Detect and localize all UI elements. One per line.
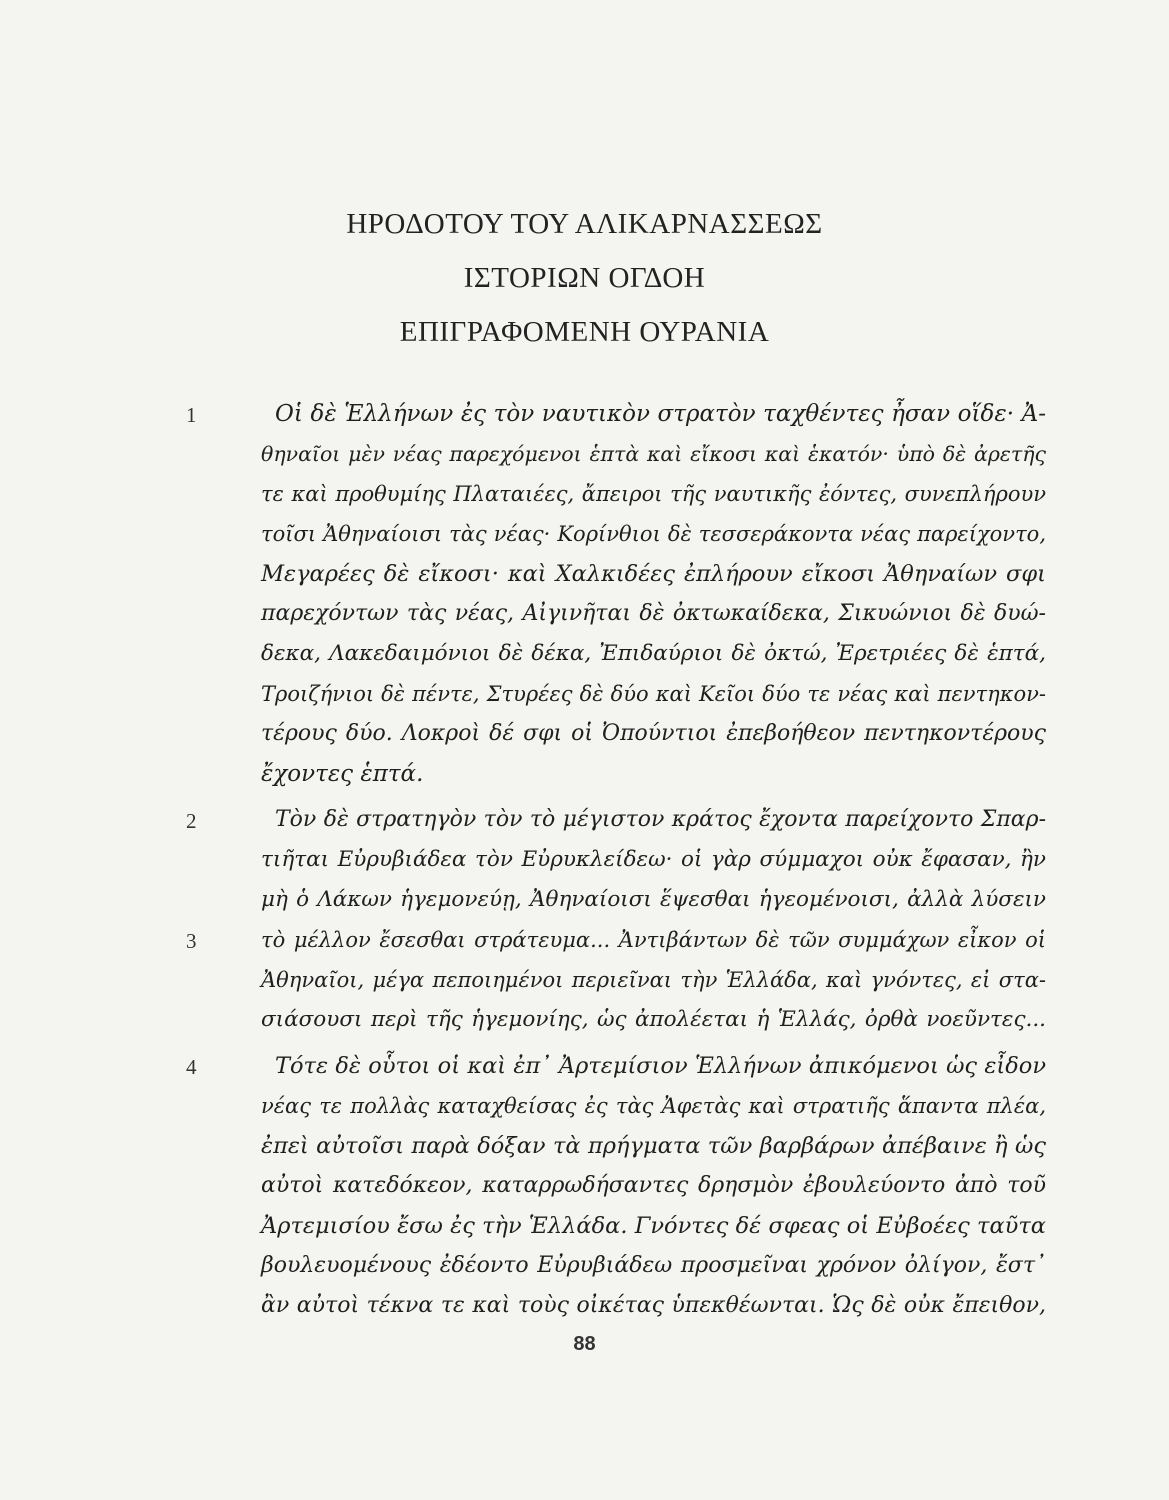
line-text: μὴ ὁ Λάκων ἡγεμονεύῃ, Ἀθηναίοισι ἕψεσθαι ἡγεομένοισι, ἀλλὰ λύσειν	[261, 887, 1046, 912]
text-line	[0, 554, 1169, 594]
section-number: 2	[186, 809, 197, 833]
line-text: τε καὶ προθυμίης Πλαταιέες, ἄπειροι τῆς ναυτικῆς ἐόντες, συνεπλήρουν	[261, 482, 1046, 506]
text-line	[0, 594, 1169, 634]
text-line	[0, 1246, 1169, 1286]
text-line	[0, 394, 1169, 434]
text-line	[0, 1286, 1169, 1326]
text-line	[0, 1126, 1169, 1166]
text-line	[0, 1206, 1169, 1246]
section-number: 1	[186, 403, 197, 427]
section-number: 3	[186, 929, 197, 953]
text-line	[0, 474, 1169, 514]
line-text: τοῖσι Ἀθηναίοισι τὰς νέας· Κορίνθιοι δὲ τεσσεράκοντα νέας παρείχοντο,	[261, 522, 1046, 546]
line-text: Τροιζήνιοι δὲ πέντε, Στυρέες δὲ δύο καὶ Κεῖοι δύο τε νέας καὶ πεντηκον-	[261, 682, 1046, 706]
line-text: σιάσουσι περὶ τῆς ἡγεμονίης, ὡς ἀπολέεται ἡ Ἑλλάς, ὀρθὰ νοεῦντες...	[261, 1007, 1046, 1032]
text-line	[0, 1046, 1169, 1086]
line-text: δεκα, Λακεδαιμόνιοι δὲ δέκα, Ἐπιδαύριοι δὲ ὀκτώ, Ἐρετριέες δὲ ἑπτά,	[261, 641, 1046, 666]
text-line	[0, 800, 1169, 840]
line-text: Ἀθηναῖοι, μέγα πεποιημένοι περιεῖναι τὴν Ἑλλάδα, καὶ γνόντες, εἰ στα-	[261, 968, 1046, 992]
text-line	[0, 920, 1169, 960]
section-number: 4	[186, 1055, 197, 1079]
line-text: Ἀρτεμισίου ἔσω ἐς τὴν Ἑλλάδα. Γνόντες δέ σφεας οἱ Εὐβοέες ταῦτα	[261, 1213, 1046, 1239]
author-heading: ΗΡΟΔΟΤΟΥ ΤΟΥ ΑΛΙΚΑΡΝΑΣΣΕΩΣ	[346, 208, 823, 240]
line-text: Οἱ δὲ Ἑλλήνων ἐς τὸν ναυτικὸν στρατὸν ταχθέντες ἦσαν οἵδε· Ἀ-	[275, 401, 1046, 427]
line-text: τιῆται Εὐρυβιάδεα τὸν Εὐρυκλείδεω· οἱ γὰρ σύμμαχοι οὐκ ἔφασαν, ἢν	[261, 847, 1046, 872]
text-line	[0, 1166, 1169, 1206]
line-text: νέας τε πολλὰς καταχθείσας ἐς τὰς Ἀφετὰς καὶ στρατιῆς ἅπαντα πλέα,	[261, 1094, 1046, 1118]
line-text: παρεχόντων τὰς νέας, Αἰγινῆται δὲ ὀκτωκαίδεκα, Σικυώνιοι δὲ δυώ-	[261, 601, 1046, 626]
text-line	[0, 514, 1169, 554]
line-text: ἐπεὶ αὐτοῖσι παρὰ δόξαν τὰ πρήγματα τῶν βαρβάρων ἀπέβαινε ἢ ὡς	[261, 1133, 1046, 1159]
line-text: βουλευομένους ἐδέοντο Εὐρυβιάδεω προσμεῖναι χρόνον ὀλίγον, ἔστ᾽	[261, 1253, 1046, 1278]
line-text: Τότε δὲ οὗτοι οἱ καὶ ἐπ᾽ Ἀρτεμίσιον Ἑλλήνων ἀπικόμενοι ὡς εἶδον	[275, 1053, 1046, 1079]
subtitle-heading: ΕΠΙΓΡΑΦΟΜΕΝΗ ΟΥΡΑΝΙΑ	[399, 316, 770, 348]
text-line	[0, 1000, 1169, 1040]
text-line	[0, 434, 1169, 474]
text-line	[0, 880, 1169, 920]
line-text: Μεγαρέες δὲ εἴκοσι· καὶ Χαλκιδέες ἐπλήρουν εἴκοσι Ἀθηναίων σφι	[261, 561, 1046, 587]
line-text: θηναῖοι μὲν νέας παρεχόμενοι ἑπτὰ καὶ εἴκοσι καὶ ἑκατόν· ὑπὸ δὲ ἀρετῆς	[261, 442, 1046, 466]
line-text: τέρους δύο. Λοκροὶ δέ σφι οἱ Ὀπούντιοι ἐπεβοήθεον πεντηκοντέρους	[261, 721, 1046, 746]
text-line	[0, 674, 1169, 714]
text-line	[0, 754, 1169, 794]
text-line	[0, 634, 1169, 674]
text-line	[0, 714, 1169, 754]
page-number: 88	[573, 1333, 596, 1355]
text-line	[0, 840, 1169, 880]
text-line	[0, 960, 1169, 1000]
line-text: αὐτοὶ κατεδόκεον, καταρρωδήσαντες δρησμὸν ἐβουλεύοντο ἀπὸ τοῦ	[261, 1173, 1046, 1198]
line-text: ἂν αὐτοὶ τέκνα τε καὶ τοὺς οἰκέτας ὑπεκθέωνται. Ὡς δὲ οὐκ ἔπειθον,	[261, 1293, 1046, 1318]
line-text: τὸ μέλλον ἔσεσθαι στράτευμα... Ἀντιβάντων δὲ τῶν συμμάχων εἶκον οἱ	[261, 928, 1046, 952]
book-heading: ΙΣΤΟΡΙΩΝ ΟΓΔΟΗ	[463, 262, 706, 294]
line-text: Τὸν δὲ στρατηγὸν τὸν τὸ μέγιστον κράτος ἔχοντα παρείχοντο Σπαρ-	[275, 807, 1046, 832]
line-text: ἔχοντες ἑπτά.	[261, 761, 424, 787]
text-line	[0, 1086, 1169, 1126]
